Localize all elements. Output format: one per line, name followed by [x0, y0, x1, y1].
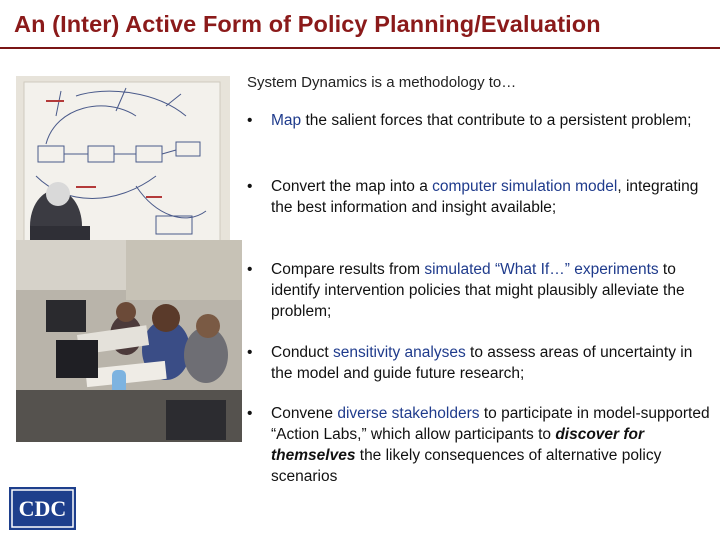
bullet-text: the salient forces that contribute to a persistent problem;	[301, 112, 692, 129]
bullet-text: to assess areas of uncertainty in the model and guide future research;	[271, 344, 693, 382]
bullet-text: , integrating the best information and insight available;	[271, 178, 699, 216]
bullet-icon: •	[247, 261, 253, 278]
highlight-text: sensitivity analyses	[333, 344, 466, 361]
list-item	[247, 342, 717, 384]
list-item	[247, 403, 717, 487]
bullet-icon: •	[247, 344, 253, 361]
highlight-text: Map	[271, 112, 302, 129]
bullet-icon: •	[247, 405, 253, 422]
bullet-list	[247, 110, 717, 487]
highlight-text: computer simulation model	[432, 178, 618, 195]
bullet-text: the likely consequences of alternative policy scenarios	[271, 447, 662, 485]
bullet-text: to participate in model-supported “Action Labs,” which allow participants to	[271, 405, 710, 443]
bullet-icon: •	[247, 178, 253, 195]
highlight-text: diverse stakeholders	[337, 405, 480, 422]
bullet-text: to identify intervention policies that might plausibly alleviate the problem;	[271, 261, 685, 320]
list-item	[247, 176, 717, 239]
emphasis-text: discover for themselves	[271, 426, 645, 464]
list-item	[247, 110, 717, 156]
highlight-text: simulated “What If…” experiments	[424, 261, 659, 278]
bullet-text: Compare results from	[271, 261, 425, 278]
workshop-photo	[16, 240, 242, 442]
cdc-logo-text: CDC	[18, 496, 67, 521]
title-divider	[0, 47, 720, 49]
bullet-text: Convene	[271, 405, 338, 422]
bullet-text: Convert the map into a	[271, 178, 433, 195]
bullet-text: Conduct	[271, 344, 334, 361]
cdc-logo	[9, 487, 76, 530]
bullet-icon: •	[247, 112, 253, 129]
intro-text: System Dynamics is a methodology to…	[247, 74, 517, 91]
list-item	[247, 259, 717, 323]
slide-title: An (Inter) Active Form of Policy Planning/Evaluation	[14, 11, 601, 37]
